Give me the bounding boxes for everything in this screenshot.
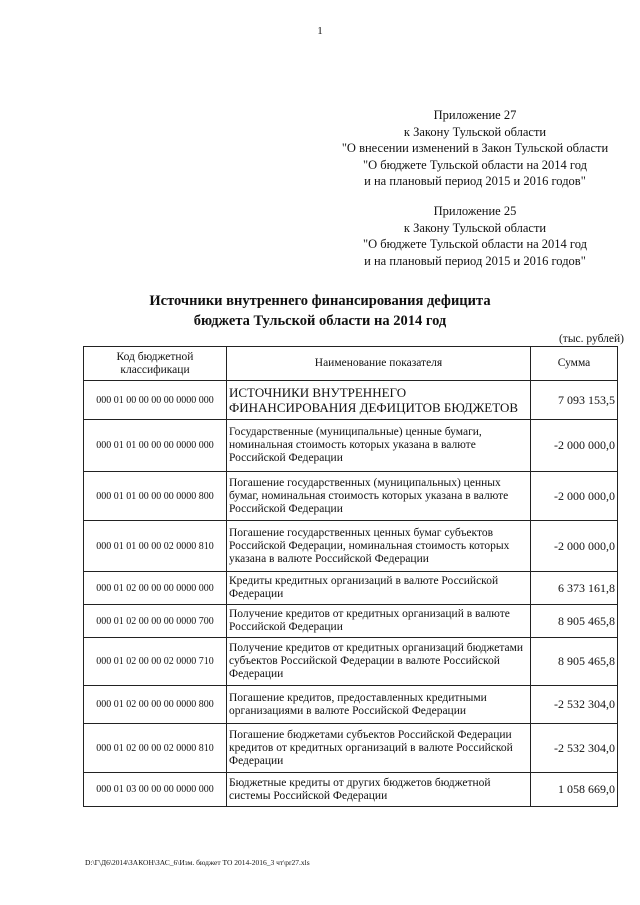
table-header-row — [84, 347, 618, 381]
table-body — [84, 381, 618, 807]
appendix-25-line: к Закону Тульской области — [403, 220, 547, 235]
table-row — [84, 686, 618, 724]
name-cell: Погашение кредитов, предоставленных кредитными организациями в валюте Российской Федерации — [227, 686, 531, 724]
appendix-25-header — [300, 203, 640, 269]
amount-cell: -2 000 000,0 — [531, 521, 618, 572]
amount-cell: 8 905 465,8 — [531, 638, 618, 686]
document-title — [0, 291, 640, 331]
appendix-27-line: и на плановый период 2015 и 2016 годов" — [364, 174, 586, 188]
amount-cell: 7 093 153,5 — [531, 381, 618, 420]
table-row — [84, 420, 618, 472]
appendix-25-line: "О бюджете Тульской области на 2014 год — [363, 237, 587, 251]
header-amount: Сумма — [531, 347, 618, 381]
code-cell: 000 01 02 00 00 00 0000 700 — [84, 605, 227, 638]
appendix-25-line: Приложение 25 — [433, 204, 517, 218]
code-cell: 000 01 01 00 00 00 0000 800 — [84, 472, 227, 521]
table-row — [84, 724, 618, 773]
code-cell: 000 01 02 00 00 02 0000 710 — [84, 638, 227, 686]
table-row — [84, 521, 618, 572]
amount-cell: -2 000 000,0 — [531, 420, 618, 472]
name-cell: Погашение бюджетами субъектов Российской Федерации кредитов от кредитных организаций в валюте Российской Федерации — [227, 724, 531, 773]
units-label: (тыс. рублей) — [558, 333, 624, 345]
table-row — [84, 773, 618, 807]
file-path-footer: D:\Г\Д6\2014\ЗАКОН\ЗАС_6\Изм. бюджет ТО 2014-2016_3 чт\pr27.xls — [85, 858, 310, 867]
amount-cell: -2 532 304,0 — [531, 724, 618, 773]
document-title-line: Источники внутреннего финансирования дефицита — [149, 293, 491, 309]
code-cell: 000 01 02 00 00 00 0000 800 — [84, 686, 227, 724]
name-cell: Кредиты кредитных организаций в валюте Российской Федерации — [227, 572, 531, 605]
amount-cell: -2 000 000,0 — [531, 472, 618, 521]
table-row — [84, 572, 618, 605]
code-cell: 000 01 03 00 00 00 0000 000 — [84, 773, 227, 807]
name-cell: Погашение государственных (муниципальных) ценных бумаг, номинальная стоимость которых указана в валюте Российской Федерации — [227, 472, 531, 521]
name-cell: Погашение государственных ценных бумаг субъектов Российской Федерации, номинальная стоимость которых указана в валюте Российской Федерации — [227, 521, 531, 572]
name-cell: Получение кредитов от кредитных организаций в валюте Российской Федерации — [227, 605, 531, 638]
header-code: Код бюджетной классификаци — [84, 347, 227, 381]
appendix-27-header — [300, 107, 640, 190]
code-cell: 000 01 00 00 00 00 0000 000 — [84, 381, 227, 420]
code-cell: 000 01 02 00 00 00 0000 000 — [84, 572, 227, 605]
amount-cell: -2 532 304,0 — [531, 686, 618, 724]
amount-cell: 1 058 669,0 — [531, 773, 618, 807]
table-row — [84, 472, 618, 521]
code-cell: 000 01 02 00 00 02 0000 810 — [84, 724, 227, 773]
table-row — [84, 638, 618, 686]
name-cell: Бюджетные кредиты от других бюджетов бюджетной системы Российской Федерации — [227, 773, 531, 807]
document-title-line: бюджета Тульской области на 2014 год — [193, 313, 447, 329]
appendix-27-line: Приложение 27 — [433, 108, 517, 122]
table-row — [84, 605, 618, 638]
table-row — [84, 381, 618, 420]
name-cell: Получение кредитов от кредитных организаций бюджетами субъектов Российской Федерации в валюте Российской Федерации — [227, 638, 531, 686]
financing-sources-table — [83, 346, 618, 807]
appendix-27-line: "О бюджете Тульской области на 2014 год — [363, 157, 587, 172]
amount-cell: 8 905 465,8 — [531, 605, 618, 638]
code-cell: 000 01 01 00 00 02 0000 810 — [84, 521, 227, 572]
appendix-25-line: и на плановый период 2015 и 2016 годов" — [364, 253, 586, 268]
page-number: 1 — [317, 25, 323, 37]
amount-cell: 6 373 161,8 — [531, 572, 618, 605]
header-name: Наименование показателя — [227, 347, 531, 381]
appendix-27-line: к Закону Тульской области — [403, 124, 547, 139]
name-cell: ИСТОЧНИКИ ВНУТРЕННЕГО ФИНАНСИРОВАНИЯ ДЕФИЦИТОВ БЮДЖЕТОВ — [227, 381, 531, 420]
appendix-27-line: "О внесении изменений в Закон Тульской области — [341, 141, 609, 155]
name-cell: Государственные (муниципальные) ценные бумаги, номинальная стоимость которых указана в валюте Российской Федерации — [227, 420, 531, 472]
code-cell: 000 01 01 00 00 00 0000 000 — [84, 420, 227, 472]
